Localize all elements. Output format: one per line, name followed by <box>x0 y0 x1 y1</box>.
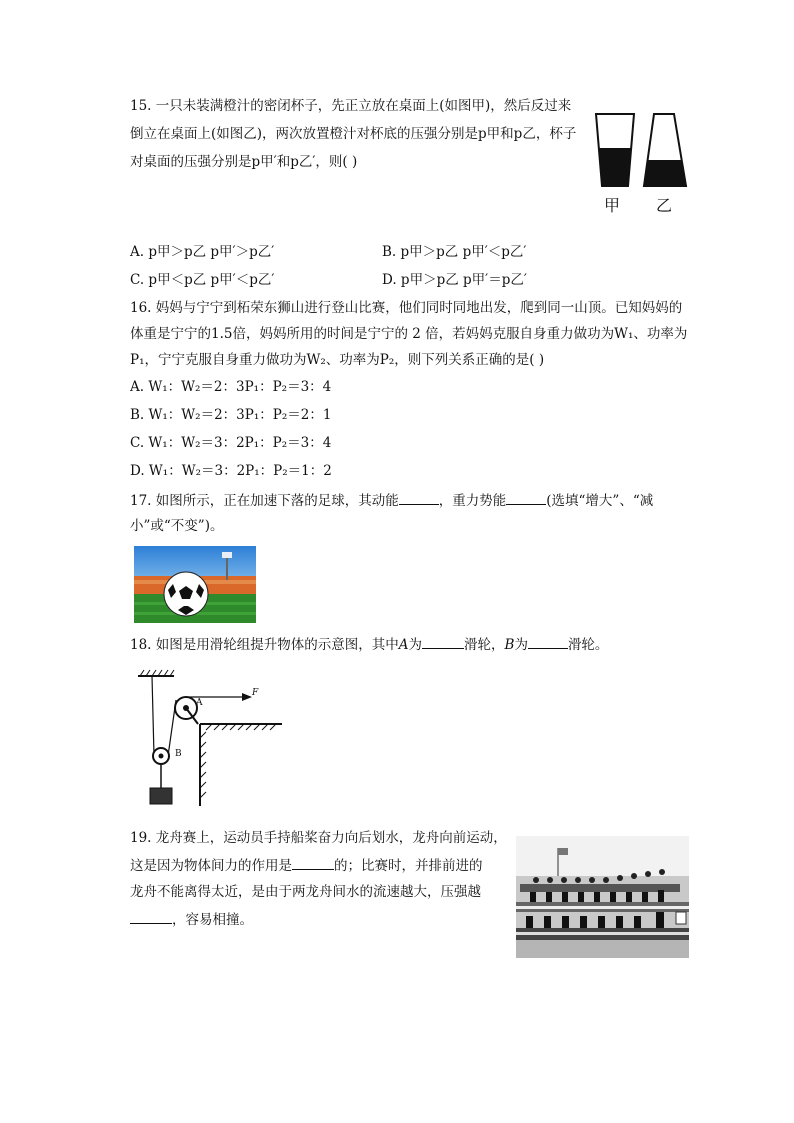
football-photo <box>134 546 256 623</box>
q17-blank-potential[interactable] <box>506 490 546 505</box>
q19-text-c: ，容易相撞。 <box>172 912 253 928</box>
q18-var-b: B <box>504 637 515 653</box>
q19-blank-2[interactable] <box>130 909 172 924</box>
q18-text-a: 18. 如图是用滑轮组提升物体的示意图，其中 <box>130 637 399 653</box>
force-f-label: F <box>252 688 259 698</box>
q15-option-d: D. p甲＞p乙 p甲′＝p乙′ <box>382 272 527 288</box>
pulley-diagram <box>130 664 284 812</box>
q18-var-a: A <box>398 637 409 653</box>
fig-label-yi: 乙 <box>656 196 673 215</box>
q16-line2: 体重是宁宁的1.5倍，妈妈所用的时间是宁宁的 2 倍，若妈妈克服自身重力做功为W₁、功率为 <box>130 326 688 342</box>
q19-line1: 19. 龙舟赛上，运动员手持船桨奋力向后划水，龙舟向前运动， <box>130 830 507 846</box>
q19-text-b: 的；比赛时，并排前进的 <box>334 858 483 874</box>
q15-line2: 倒立在桌面上(如图乙)，两次放置橙汁对杯底的压强分别是p甲和p乙，杯子 <box>130 126 577 142</box>
q18-mid2: 为 <box>514 637 528 653</box>
q18-text-b: 滑轮， <box>464 637 505 653</box>
q16-line3: P₁，宁宁克服自身重力做功为W₂、功率为P₂，则下列关系正确的是( ) <box>130 352 545 368</box>
q18-text-c: 滑轮。 <box>567 637 609 653</box>
pulley-b-label: B <box>175 749 182 759</box>
q19-blank-1[interactable] <box>292 855 334 870</box>
q16-line1: 16. 妈妈与宁宁到柘荣东狮山进行登山比赛，他们同时同地出发，爬到同一山顶。已知妈妈的 <box>130 300 683 316</box>
q19-line2 <box>130 855 483 876</box>
fig-label-jia: 甲 <box>604 196 621 215</box>
dragon-boat-image <box>516 836 689 958</box>
q17-line2: 小”或“不变”)。 <box>130 518 224 534</box>
q15-option-b: B. p甲＞p乙 p甲′＜p乙′ <box>382 244 527 260</box>
q18-line1 <box>130 634 608 655</box>
q15-option-c: C. p甲＜p乙 p甲′＜p乙′ <box>130 272 275 288</box>
q17-text-b: ，重力势能 <box>438 493 507 509</box>
q18-blank-b[interactable] <box>528 634 568 649</box>
q19-line4 <box>130 909 253 930</box>
q16-option-d: D. W₁：W₂＝3：2P₁：P₂＝1：2 <box>130 463 332 479</box>
q19-line3: 龙舟不能离得太近，是由于两龙舟间水的流速越大，压强越 <box>130 884 481 900</box>
q17-blank-kinetic[interactable] <box>399 490 439 505</box>
q15-line1: 15. 一只未装满橙汁的密闭杯子，先正立放在桌面上(如图甲)，然后反过来 <box>130 98 572 114</box>
pulley-figure <box>130 664 284 812</box>
q16-option-b: B. W₁：W₂＝2：3P₁：P₂＝2：1 <box>130 407 332 423</box>
q15-option-a: A. p甲＞p乙 p甲′＞p乙′ <box>130 244 275 260</box>
q19-text-a: 这是因为物体间力的作用是 <box>130 858 292 874</box>
dragon-boat-photo <box>516 836 689 958</box>
q17-text-c: (选填“增大”、“减 <box>546 493 654 509</box>
q18-blank-a[interactable] <box>422 634 464 649</box>
pulley-a-label: A <box>196 698 203 708</box>
q18-mid: 为 <box>408 637 423 653</box>
q17-text-a: 17. 如图所示，正在加速下落的足球，其动能 <box>130 493 399 509</box>
q16-option-c: C. W₁：W₂＝3：2P₁：P₂＝3：4 <box>130 435 332 451</box>
q15-line3: 对桌面的压强分别是p甲′和p乙′，则( ) <box>130 154 358 170</box>
cups-figure <box>588 104 692 224</box>
football-image <box>134 546 256 623</box>
q16-option-a: A. W₁：W₂＝2：3P₁：P₂＝3：4 <box>130 379 332 395</box>
q17-line1 <box>130 490 653 511</box>
